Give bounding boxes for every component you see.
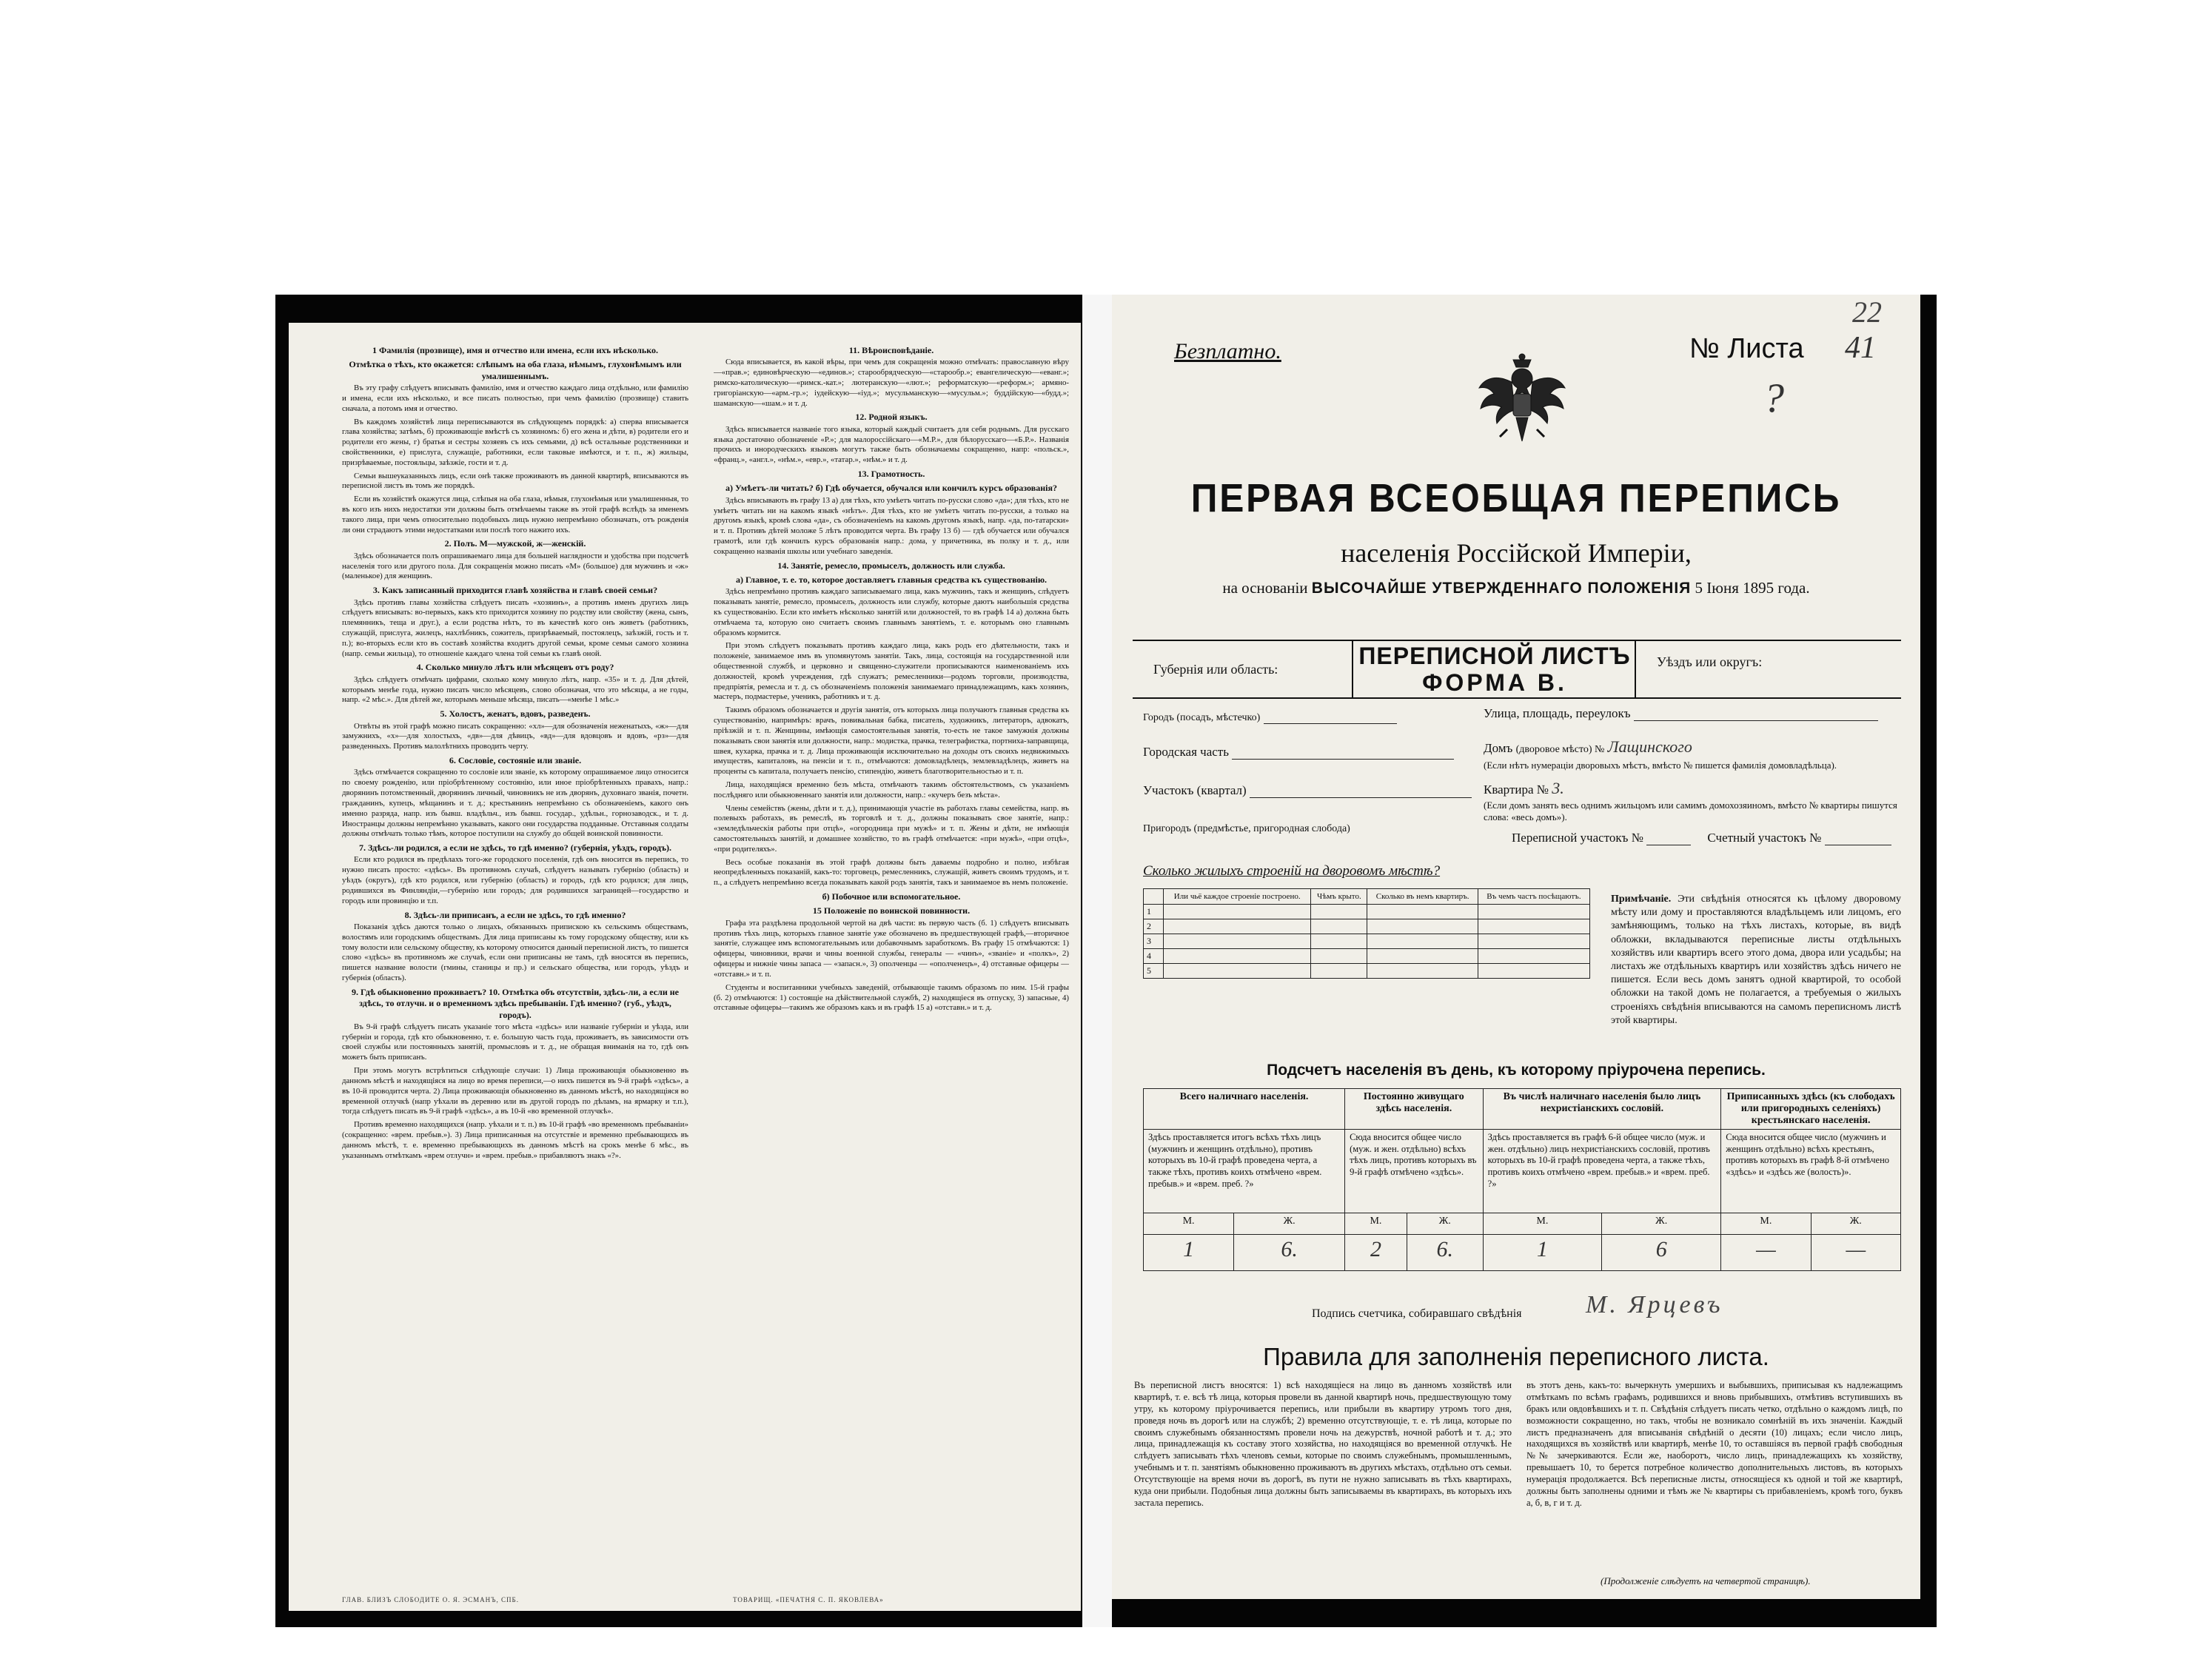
paragraph: Здѣсь вписывается названіе того языка, который каждый считаетъ для себя роднымъ. Для русскаго языка достаточно обозначеніе «Р.»; для малороссійскаго—«М.Р.», для бѣлорусскаго—«Б.Р.». Названія прочихъ и инородческихъ языковъ могутъ также быть обозначаемы сокращенно, напр: «польск.», «франц.», «англ.», «нѣм.», «евр.», «татар.», «нѣм.» и т. д.	[714, 424, 1069, 465]
basis-caps: ВЫСОЧАЙШЕ УТВЕРЖДЕННАГО ПОЛОЖЕНІЯ	[1311, 580, 1692, 597]
field-line	[1250, 785, 1472, 798]
city-label: Городъ (посадъ, мѣстечко)	[1143, 712, 1261, 723]
sex-column-label: Ж.	[1602, 1213, 1721, 1235]
buildings-cell	[1164, 919, 1311, 934]
right-page	[1112, 295, 1920, 1599]
paragraph: Лица, находящіяся временно безъ мѣста, отмѣчаютъ такимъ обстоятельствомъ, съ указаніемъ послѣдняго или обыкновеннаго занятія или должности, напр.: «кучеръ безъ мѣста».	[714, 780, 1069, 800]
population-table	[1143, 1088, 1901, 1271]
buildings-cell	[1367, 934, 1478, 949]
section-heading: а) Умѣетъ-ли читать? б) Гдѣ обучается, обучался или кончилъ курсъ образованія?	[725, 483, 1057, 494]
paragraph: Если въ хозяйствѣ окажутся лица, слѣпыя на оба глаза, нѣмыя, глухонѣмыя или умалишенныя, то въ кого изъ нихъ недостатки эти должны быть отмѣчаемы также въ этой графѣ вслѣдъ за именемъ такого лица, при чемъ относительно подобныхъ лицъ нужно непремѣнно обозначать, отъ рожденія ли они страдаютъ этими недостатками или послѣ того нажито ихъ.	[342, 495, 688, 534]
buildings-row	[1144, 949, 1590, 964]
paragraph: Показанія здѣсь даются только о лицахъ, обязанныхъ припискою къ сельскимъ обществамъ, волостямъ или городскимъ обществамъ. Для лица приписаны къ тому городскому обществу, или къ тому волости или сельскому обществу, къ которому относится данный переписной листъ, то пишется слово «здѣсь» въ противномъ же случаѣ, если они приписаны не тамъ, гдѣ вносятся въ перепись, пишется название волости (гмины, станицы и пр.) и сельскаго общества, или городъ, уѣздъ и губернія (область).	[342, 922, 688, 982]
buildings-table	[1143, 888, 1590, 979]
field-line	[1634, 708, 1878, 721]
pop-header-cell: Постоянно живущаго здѣсь населенія.	[1345, 1089, 1484, 1130]
sex-column-label: Ж.	[1234, 1213, 1345, 1235]
buildings-cell	[1478, 964, 1589, 979]
house-label: Домъ	[1484, 741, 1513, 755]
census-title: ПЕРВАЯ ВСЕОБЩАЯ ПЕРЕПИСЬ	[1190, 476, 1842, 520]
sex-column-label: Ж.	[1407, 1213, 1483, 1235]
population-count-value: —	[1721, 1235, 1811, 1271]
population-count-value: 6	[1602, 1235, 1721, 1271]
buildings-cell	[1367, 964, 1478, 979]
pop-desc-cell: Сюда вносится общее число (муж. и жен. отдѣльно) всѣхъ тѣхъ лицъ, противъ которыхъ въ 9-й графѣ отмѣчено «здѣсь».	[1345, 1130, 1484, 1213]
buildings-cell	[1311, 934, 1367, 949]
buildings-row	[1144, 964, 1590, 979]
buildings-cell	[1164, 949, 1311, 964]
census-precinct-field	[1512, 831, 1891, 845]
province-label: Губернія или область:	[1153, 662, 1278, 677]
paragraph: Семьи вышеуказанныхъ лицъ, если онѣ также проживаютъ въ данной квартирѣ, вписываются въ переписной листъ въ томъ же порядкѣ.	[342, 471, 688, 491]
form-title: ПЕРЕПИСНОЙ ЛИСТЪ	[1358, 643, 1631, 669]
buildings-cell	[1164, 934, 1311, 949]
section-heading: Отмѣтка о тѣхъ, кто окажется: слѣпымъ на оба глаза, нѣмымъ, глухонѣмымъ или умалишеннымъ.	[349, 359, 682, 381]
paragraph: Здѣсь противъ главы хозяйства слѣдуетъ писать «хозяинъ», а противъ именъ другихъ лицъ слѣдуетъ вписывать: во-первыхъ, какъ кто приходится хозяину по родству или свойству (жена, сынъ, племянникъ, теща и друг.), а если родства нѣтъ, то въ качествѣ кого онъ живетъ (работникъ, служащій, прислуга, жилецъ, нахлѣбникъ, сожитель, призрѣваемый, постоялецъ, заѣзжій, гость и т. п.); во-вторыхъ если кто въ составѣ хозяйства входитъ другой семьи, кроме семьи самого хозяина (напр. семьи жильца), то отношеніе каждаго члена той семьи къ главѣ оной.	[342, 597, 688, 658]
paragraph: Студенты и воспитанники учебныхъ заведеній, отбывающіе такимъ образомъ по ним. 15-й графы (б. 2) отмѣчаются: 1) состоящіе на дѣйствительной службѣ, 2) находящіеся въ отпуску, 3) запасные, 4) отставные офицеры—такимъ же образомъ какъ и въ графѣ 15 а) «отставн.» и т. д.	[714, 982, 1069, 1013]
book-gutter	[1082, 295, 1112, 1627]
sheet-number-label: № Листа	[1689, 333, 1804, 364]
paragraph: Такимъ образомъ обозначается и другія занятія, отъ которыхъ лица получаютъ главныя средства къ существованію, напримѣръ: врачъ, повивальная бабка, писатель, художникъ, литераторъ, адвокатъ, пріѣзжій и т. п. Женщины, имѣющія самостоятельныя занятія, то-есть не такое замужнія должны показывать свои занятія или должности, напр.: модистка, прачка, телеграфистка, портниха-заправщица, швея, кухарка, прачка и т. д. Лица проживающія исключительно на доходы отъ своихъ недвижимыхъ имуществъ, капиталовъ, на пенсіи и т. п., отмѣчаются: домовладѣлецъ, землевладѣлецъ, живетъ на проценты съ капитала, получаетъ пенсію, стипендію, живетъ благотворительностью и т. п.	[714, 706, 1069, 777]
page-mark-handwritten: 22	[1852, 295, 1882, 329]
paragraph: Графа эта раздѣлена продольной чертой на двѣ части: въ первую часть (б. 1) слѣдуетъ вписывать противъ тѣхъ лицъ, которыхъ главное занятіе уже обозначено въ предшествующей графѣ,—вторичное занятіе, служащее имъ вспомогательнымъ или добавочнымъ заработкомъ. Въ графу 15 отмѣчаются: 1) офицеры, чиновники, врачи и чины военной службы, генералы — «чинъ», «званіе» и «полкъ», 2) офицеры и нижніе чины запаса — «запасн.», 3) ополченцы — «ополченецъ», 4) отставные офицеры — «отставн.» и т. п.	[714, 918, 1069, 979]
free-label: Безплатно.	[1174, 339, 1281, 363]
sex-column-label: М.	[1721, 1213, 1811, 1235]
left-page	[289, 323, 1081, 1611]
field-line	[1825, 833, 1891, 845]
paragraph: Отвѣты въ этой графѣ можно писать сокращенно: «хл»—для обозначенія неженатыхъ, «ж»—для замужнихъ, «х»—для холостыхъ, «дв»—для дѣвицъ, «вд»—для вдовцовъ и вдовъ, «рз»—для разведенныхъ. Противъ малолѣтнихъ проводить черту.	[342, 721, 688, 751]
buildings-cell	[1311, 964, 1367, 979]
district-label: Уѣздъ или округъ:	[1657, 654, 1763, 669]
paragraph: Если кто родился въ предѣлахъ того-же городского поселенія, гдѣ онъ вносится въ перепись, то нужно писать просто: «здѣсь». Въ противномъ случаѣ, слѣдуетъ называть губернію (область) и уѣздъ (округъ), гдѣ кто родился, или губернію (область) и городъ, гдѣ кто родился; для лицъ, родившихся въ Финляндіи,—губернію или городъ; для родившихся заграницей—государство и городъ или провинцію и т.п.	[342, 855, 688, 905]
question-mark-handwritten: ?	[1763, 375, 1784, 421]
street-label: Улица, площадь, переулокъ	[1484, 706, 1631, 720]
sex-column-label: М.	[1483, 1213, 1602, 1235]
sex-column-label: М.	[1345, 1213, 1407, 1235]
paragraph: Здѣсь вписывають въ графу 13 а) для тѣхъ, кто умѣетъ читать по-русски слово «да»; для тѣхъ, кто не умѣетъ читать ни на какомъ языкѣ «нѣтъ». Для тѣхъ, кто не умѣетъ читать по-русски, а только на другомъ языкѣ, кромѣ слова «да», съ обозначеніемъ на какомъ другомъ языкѣ, напр. «да, по-татарски» и т. п. Противъ дѣтей моложе 5 лѣтъ проводится черта. Въ графу 13 б) — гдѣ обучается или обучался грамотѣ, или гдѣ кончилъ курсъ образованія напр.: дома, у причетника, въ полку и т. д., или сокращенно названія школы или учебнаго заведенія.	[714, 495, 1069, 556]
buildings-header-cell: Въ чемъ частъ посѣщаютъ.	[1478, 889, 1589, 905]
buildings-cell	[1478, 934, 1589, 949]
section-heading: 6. Сословіе, состояніе или званіе.	[449, 755, 582, 766]
suburb-label: Пригородъ (предмѣстье, пригородная слобода)	[1143, 823, 1350, 834]
pop-header-cell: Приписанныхъ здѣсь (къ слободахъ или пригородныхъ селеніяхъ) крестьянскаго населенія.	[1721, 1089, 1901, 1130]
paragraph: Члены семействъ (жены, дѣти и т. д.), принимающія участіе въ работахъ главы семейства, напр. въ полевыхъ работахъ, въ ремеслѣ, въ торговлѣ и т. д., должны показывать свое занятіе, напр.: «земледѣльческія работы при отцѣ», «огородница при мужѣ» и т. п. Жены и дѣти, не имѣющія самостоятельныхъ занятій, и домашнее хозяйство, то въ графѣ отмѣчается: «при мужѣ», «при отцѣ», «при родителяхъ».	[714, 803, 1069, 854]
buildings-cell	[1164, 905, 1311, 919]
section-heading: 7. Здѣсь-ли родился, а если не здѣсь, то гдѣ именно? (губернія, уѣздъ, городъ).	[358, 842, 672, 854]
buildings-row	[1144, 905, 1590, 919]
basis-pre: на основаніи	[1222, 579, 1308, 597]
city-part-label: Городская часть	[1143, 745, 1229, 759]
census-precinct-label: Переписной участокъ №	[1512, 831, 1643, 845]
house-hint: (Если нѣтъ нумераціи дворовыхъ мѣстъ, вмѣсто № пишется фамилія домовладѣльца).	[1484, 760, 1837, 771]
remark-label: Примѣчаніе.	[1611, 894, 1672, 905]
buildings-cell	[1367, 949, 1478, 964]
rules-title: Правила для заполненія переписного листа.	[1263, 1343, 1769, 1370]
sheet-number-handwritten: 41	[1845, 331, 1876, 365]
buildings-row	[1144, 934, 1590, 949]
census-subtitle: населенія Россійской Имперіи,	[1341, 538, 1692, 568]
paragraph: Здѣсь непремѣнно противъ каждаго записываемаго лица, какъ мужчинъ, такъ и женщинъ, слѣдуетъ показывать занятіе, ремесло, промыселъ, должность или службу, которые даютъ наибольшія средства къ существованію. Если кто имѣетъ нѣсколько занятій или должностей, то въ графѣ 14 а) должна быть отмѣчаема та, которую оно считаетъ своимъ главнымъ занятіемъ, т. е. которымъ оно главнымъ образомъ кормится.	[714, 587, 1069, 637]
section-heading: 2. Полъ. М—мужской, ж—женскій.	[444, 538, 586, 549]
buildings-row-number: 5	[1144, 964, 1164, 979]
paragraph: Въ эту графу слѣдуетъ вписывать фамилію, имя и отчество каждаго лица отдѣльно, или фамилію и имена, если ихъ нѣсколько, и все писать полностью, при чемъ фамилію (прозвище) ставить сначала, а потомъ имя и отчество.	[342, 383, 688, 413]
population-count-value: 1	[1144, 1235, 1234, 1271]
city-part-field	[1143, 745, 1454, 760]
buildings-row-number: 1	[1144, 905, 1164, 919]
section-heading: 14. Занятіе, ремесло, промыселъ, должность или служба.	[777, 560, 1005, 571]
field-line	[1232, 747, 1454, 760]
paragraph: Противъ временно находящихся (напр. уѣхали и т. п.) въ 10-й графѣ «во временномъ пребываніи» (сокращенно: «врем. пребыв.»). 3) Лица приписанныя на отсутствіе и временно пребывающихъ въ данномъ мѣстѣ, т. е. временно пребывающихъ въ данномъ мѣстѣ на срокъ менѣе 6 мѣс., въ указаннымъ отмѣткамъ «врем отлучн» и «врем. пребыв.» прибавляютъ знакъ «?».	[342, 1120, 688, 1160]
census-basis	[1112, 579, 1920, 597]
buildings-header-cell: Чѣмъ крыто.	[1311, 889, 1367, 905]
count-precinct-label: Счетный участокъ №	[1707, 831, 1822, 845]
remark-block	[1611, 893, 1901, 1028]
remark-text: Эти свѣдѣнія относятся къ цѣлому дворовому мѣсту или дому и проставляются владѣльцемъ или лицомъ, его замѣняющимъ, только на тѣхъ листахъ, которые, въ видѣ обложки, вкладываются переписные листы отдѣльныхъ хозяйствъ или квартиръ всего этого дома, двора или усадьбы; на листахъ же отдѣльныхъ квартиръ или хозяйствъ здѣсь ничего не пишется. Если весь домъ занятъ одной квартирой, то особой обложки на такой домъ не полагается, а требуемыя о жилыхъ строеніяхъ свѣдѣнія вписываются на самомъ переписномъ листѣ этой квартиры.	[1611, 894, 1902, 1026]
rules-left-column: Въ переписной листъ вносятся: 1) всѣ находящіеся на лицо въ данномъ хозяйствѣ или квартирѣ, т. е. всѣ тѣ лица, которыя провели въ данной квартирѣ ночь, предшествующую тому утру, къ которому пріурочивается перепись, или прибыли въ квартиру утромъ того дня, проведя ночь въ дорогѣ или на службѣ; 2) временно отсутствующіе, т. е. тѣ лица, которые по своимъ служебнымъ обязанностямъ провели ночь на дежурствѣ, ночной работѣ и т. д.; это лица, принадлежащія къ составу этого хозяйства, но находящіяся во временной отлучкѣ. Не слѣдуетъ записывать тѣхъ членовъ семьи, которые по своимъ служебнымъ, промышленнымъ, учебнымъ и т. п. занятіямъ обыкновенно проживаютъ въ другихъ мѣстахъ, отдѣльно отъ семьи. Отсутствующіе на время ночи въ дорогѣ, въ пути не нужно записывать въ тѣхъ квартирахъ, куда они прибыли. Подобныя лица должны быть записываемы въ квартирахъ, въ которыхъ ихъ застала перепись.	[1134, 1380, 1512, 1508]
pop-sex-row	[1144, 1213, 1901, 1235]
paragraph: Здѣсь обозначается полъ опрашиваемаго лица для большей наглядности и удобства при подсчетѣ населенія того или другого пола. Для сокращенія можно писать «М» (большое) для мужчинъ и «ж» (маленькое) для женщинъ.	[342, 551, 688, 581]
field-line	[1264, 711, 1397, 724]
courtyard-question: Сколько жилыхъ строеній на дворовомъ мѣстѣ?	[1143, 863, 1441, 879]
precinct-label: Участокъ (квартал)	[1143, 783, 1247, 797]
apartment-label: Квартира №	[1484, 782, 1549, 797]
population-count-value: —	[1811, 1235, 1900, 1271]
pop-desc-cell: Здѣсь проставляется итогъ всѣхъ тѣхъ лицъ (мужчинъ и женщинъ отдѣльно), противъ которыхъ въ 10-й графѣ проведена черта, а также тѣхъ, противъ коихъ отмѣчено «врем. пребыв.» и «врем. преб. ?»	[1144, 1130, 1345, 1213]
enumerator-signature: М. Ярцевъ	[1586, 1291, 1723, 1318]
pop-header-row	[1144, 1089, 1901, 1130]
form-type: ФОРМА В.	[1422, 669, 1567, 696]
paragraph: Здѣсь отмѣчается сокращенно то сословіе или званіе, къ которому опрашиваемое лицо относится по своему рожденію, или пріобрѣтенному состоянію, или иное пріобрѣтенныхъ правахъ, напр.: дворянинъ потомственный, дворянинъ личный, чиновникъ не изъ дворянъ, духовнаго званія, почетн. гражданинъ, купецъ, мѣщанинъ и т. д.; крестьянинъ непремѣнно съ обозначеніемъ, какого онъ именно разряда, напр. изъ бывш. владѣльч., изъ бывш. государ., удѣльн., горнозаводск., и т. д. Иностранцы должны непремѣнно указывать, какого они государства подданные. Отставныя солдаты должны отмѣчать только тѣмъ, которое поступили на службу до общей воинской повинности.	[342, 768, 688, 839]
paragraph: Въ каждомъ хозяйствѣ лица переписываются въ слѣдующемъ порядкѣ: а) сперва вписывается глава хозяйства; затѣмъ, б) проживающіе вмѣстѣ съ хозяиномъ: б) его жена и дѣти, в) родители его и родители его жены, г) братья и сестры хозяевъ съ ихъ семьями, д) всѣ остальные родственники и свойственники, е) прислуга, служащіе, работники, если таковые имѣются, и т. п., ж) жильцы, призрѣваемые, постояльцы, заѣзжіе, гости и т. д.	[342, 417, 688, 467]
section-heading: 11. Вѣроисповѣданіе.	[848, 345, 934, 355]
buildings-row-number: 3	[1144, 934, 1164, 949]
paragraph: При этомъ слѣдуетъ показывать противъ каждаго лица, какъ родъ его дѣятельности, такъ и положеніе, занимаемое имъ въ упомянутомъ занятіи. Такъ, лица, состоящія на государственной или общественной службѣ, и церковно и священно-служители прописываются наименованіемъ ихъ должностей, кромѣ учреждения, гдѣ служатъ; ремесленники—родомъ торговли, производства, предпріятія, ремесла и т. д. съ обозначеніемъ положенія занимаемаго принадлежащимъ, какъ хозяинъ, мастеръ, подмастерье, ученикъ, работникъ и т. д.	[714, 641, 1069, 702]
buildings-row-number: 4	[1144, 949, 1164, 964]
section-heading: 15 Положеніе по воинской повинности.	[812, 905, 971, 916]
printer-footer-left: ГЛАВ. БЛИЗЪ СЛОБОДИТЕ О. Я. ЭСМАНЪ, СПБ.	[342, 1596, 519, 1603]
pop-desc-cell: Здѣсь проставляется въ графѣ 6-й общее число (муж. и жен. отдѣльно) лицъ нехристіанскихъ сословій, противъ которыхъ въ 10-й графѣ проведена черта, а также тѣхъ, противъ коихъ отмѣчено «врем. пребыв.» и «врем. преб. ?»	[1483, 1130, 1721, 1213]
paragraph: При этомъ могутъ встрѣтиться слѣдующіе случаи: 1) Лица проживающія обыкновенно въ данномъ мѣстѣ и находящіяся на лицо во время переписи,—о нихъ пишется въ 9-й графѣ «здѣсь», а въ 10-й проводится черта. 2) Лица проживающія обыкновенно въ данномъ мѣстѣ, но находящіяся во временной отлучкѣ (напр уѣхали въ деревню или въ другой городъ по дѣламъ, на ярмарку и т.п.), тогда слѣдуетъ писать въ 9-й графѣ «здѣсь», а въ 10-й «во временной отлучкѣ».	[342, 1066, 688, 1116]
pop-values-row	[1144, 1235, 1901, 1271]
house-note: (дворовое мѣсто) №	[1515, 744, 1605, 755]
paragraph: Весь особые показанія въ этой графѣ должны быть даваемы подробно и полно, избѣгая неопредѣленныхъ показаній, какъ-то: торговецъ, ремесленникъ, служащій, живетъ своимъ трудомъ, и т. п., а слѣдуетъ непремѣнно всегда показывать какой родъ занятія, такъ и занимаемое въ немъ положеніе.	[714, 857, 1069, 888]
field-line	[1646, 833, 1691, 845]
section-heading: 9. Гдѣ обыкновенно проживаетъ? 10. Отмѣтка объ отсутствіи, здѣсь-ли, а если не здѣсь, то отлучн. и о временномъ здѣсь пребываніи. Гдѣ именно? (губ., уѣздъ, городъ).	[352, 986, 679, 1020]
section-heading: 13. Грамотность.	[857, 469, 925, 480]
rules-continuation: (Продолженіе слѣдуетъ на четвертой страницѣ).	[1601, 1575, 1811, 1586]
rules-right-column: въ этотъ день, какъ-то: вычеркнуть умершихъ и выбывшихъ, приписывая къ надлежащимъ отмѣткамъ по всѣмъ графамъ, родившихся и вновь прибывшихъ, отмѣтивъ вступившихъ въ бракъ или овдовѣвшихъ и т. п. Свѣдѣнія слѣдуетъ писать четко, отдѣльно о каждомъ лицѣ, по возможности сокращенно, но такъ, чтобы не возникало сомнѣній въ ихъ значеніи. Каждый листъ предназначенъ для вписыванія свѣдѣній о десяти (10) лицахъ; если число лицъ, находящихся въ хозяйствѣ или квартирѣ, менѣе 10, то оставшіяся въ первой графѣ свободныя №№ зачеркиваются. Если же, наоборотъ, число лицъ, принадлежащихъ къ хозяйству, превышаетъ 10, то берется потребное количество дополнительныхъ листовъ, въ которыхъ нумерація продолжается. Всѣ переписные листы, относящіеся къ одной и той же квартирѣ, должны быть заполнены одними и тѣмъ же № квартиры съ прибавленіемъ, кромѣ того, буквъ а, б, в, г и т. д.	[1526, 1380, 1903, 1508]
pop-desc-row	[1144, 1130, 1901, 1213]
buildings-cell	[1478, 949, 1589, 964]
house-handwritten: Лащинского	[1607, 737, 1692, 756]
city-field	[1143, 709, 1397, 724]
sex-column-label: М.	[1144, 1213, 1234, 1235]
section-heading: б) Побочное или вспомогательное.	[822, 891, 961, 902]
buildings-row-number: 2	[1144, 919, 1164, 934]
signature-label: Подпись счетчика, собиравшаго свѣдѣнія	[1312, 1307, 1522, 1320]
buildings-cell	[1164, 964, 1311, 979]
imperial-eagle-icon	[1475, 352, 1569, 447]
pop-header-cell: Всего наличнаго населенія.	[1144, 1089, 1345, 1130]
apartment-hint: (Если домъ занять весь однимъ жильцомъ или самимъ домохозяиномъ, вмѣсто № квартиры пишутся слова: «весь домъ»).	[1484, 800, 1897, 822]
population-count-value: 6.	[1407, 1235, 1483, 1271]
buildings-header-row	[1144, 889, 1590, 905]
section-heading: 5. Холостъ, женатъ, вдовъ, разведенъ.	[440, 708, 591, 720]
paragraph: Сюда вписывается, въ какой вѣры, при чемъ для сокращенія можно отмѣчать: православную вѣру—«прав.»; единовѣрческую—«единов.»; старообрядческую—«старообр.»; евангелическую—«еванг.»; римско-католическую—«римск.-кат.»; лютеранскую—«лют.»; реформатскую—«реформ.»; армяно-григоріанскую—«арм.-гр.»; іудейскую—«іуд.»; мусульманскую—«мусульм.»; буддійскую—«будд.»; шаманскую—«шам.» и т. д.	[714, 358, 1069, 408]
apartment-handwritten: 3.	[1552, 779, 1564, 797]
section-heading: 1 Фамилія (прозвище), имя и отчество или имена, если ихъ нѣсколько.	[372, 345, 658, 355]
precinct-field	[1143, 783, 1472, 798]
form-header-box	[1133, 640, 1901, 699]
section-heading: 3. Какъ записанный приходится главѣ хозяйства и главѣ своей семьи?	[372, 585, 658, 596]
buildings-row	[1144, 919, 1590, 934]
paragraph: Здѣсь слѣдуетъ отмѣчать цифрами, сколько кому минуло лѣтъ, напр. «35» и т. д. Для дѣтей, которымъ менѣе года, нужно писать число мѣсяцевъ, слово обозначая, что это мѣсяцы, а не годы, напр. «2 мѣс.». Для дѣтей же, которымъ меньше мѣсяца, писать—«менѣе 1 мѣс.»	[342, 674, 688, 705]
buildings-header-cell	[1144, 889, 1164, 905]
house-field	[1484, 737, 1692, 757]
section-heading: 8. Здѣсь-ли приписанъ, а если не здѣсь, то гдѣ именно?	[404, 909, 626, 920]
basis-post: 5 Іюня 1895 года.	[1695, 579, 1810, 597]
left-column-2	[714, 342, 1069, 1592]
header-divider	[1635, 641, 1636, 697]
section-heading: а) Главное, т. е. то, которое доставляетъ главныя средства къ существованію.	[736, 574, 1047, 585]
population-count-value: 6.	[1234, 1235, 1345, 1271]
buildings-cell	[1311, 905, 1367, 919]
apartment-field	[1484, 779, 1564, 798]
buildings-cell	[1478, 905, 1589, 919]
section-heading: 12. Родной языкъ.	[855, 412, 928, 423]
suburb-field	[1143, 820, 1350, 835]
population-count-title: Подсчетъ населенія въ день, къ которому пріурочена перепись.	[1267, 1062, 1766, 1079]
paragraph: Въ 9-й графѣ слѣдуетъ писать указаніе того мѣста «здѣсь» или названіе губерніи и уѣзда, или губерніи и города, гдѣ кто обыкновенно, т. е. большую часть года, проживаетъ, въ зависимости отъ своей службы или постоянныхъ занятій, промысловъ и т. д., не обращая вниманія на то, гдѣ онъ можетъ быть приписанъ.	[342, 1022, 688, 1062]
buildings-cell	[1478, 919, 1589, 934]
pop-header-cell: Въ числѣ наличнаго населенія было лицъ нехристіанскихъ сословій.	[1483, 1089, 1721, 1130]
header-divider	[1352, 641, 1353, 697]
population-count-value: 1	[1483, 1235, 1602, 1271]
buildings-cell	[1367, 919, 1478, 934]
left-column-1	[342, 342, 688, 1592]
population-count-value: 2	[1345, 1235, 1407, 1271]
buildings-cell	[1367, 905, 1478, 919]
street-field	[1484, 706, 1878, 721]
pop-desc-cell: Сюда вносится общее число (мужчинъ и женщинъ отдѣльно) всѣхъ крестьянъ, противъ которыхъ въ графѣ 8-й отмѣчено «здѣсь» и «здѣсь же (волость)».	[1721, 1130, 1901, 1213]
buildings-cell	[1311, 949, 1367, 964]
buildings-cell	[1311, 919, 1367, 934]
buildings-header-cell: Или чьё каждое строеніе построено.	[1164, 889, 1311, 905]
section-heading: 4. Сколько минуло лѣтъ или мѣсяцевъ отъ роду?	[416, 662, 614, 673]
sex-column-label: Ж.	[1811, 1213, 1900, 1235]
buildings-header-cell: Сколько въ немъ квартиръ.	[1367, 889, 1478, 905]
printer-footer-right: ТОВАРИЩ. «ПЕЧАТНЯ С. П. ЯКОВЛЕВА»	[733, 1596, 884, 1603]
